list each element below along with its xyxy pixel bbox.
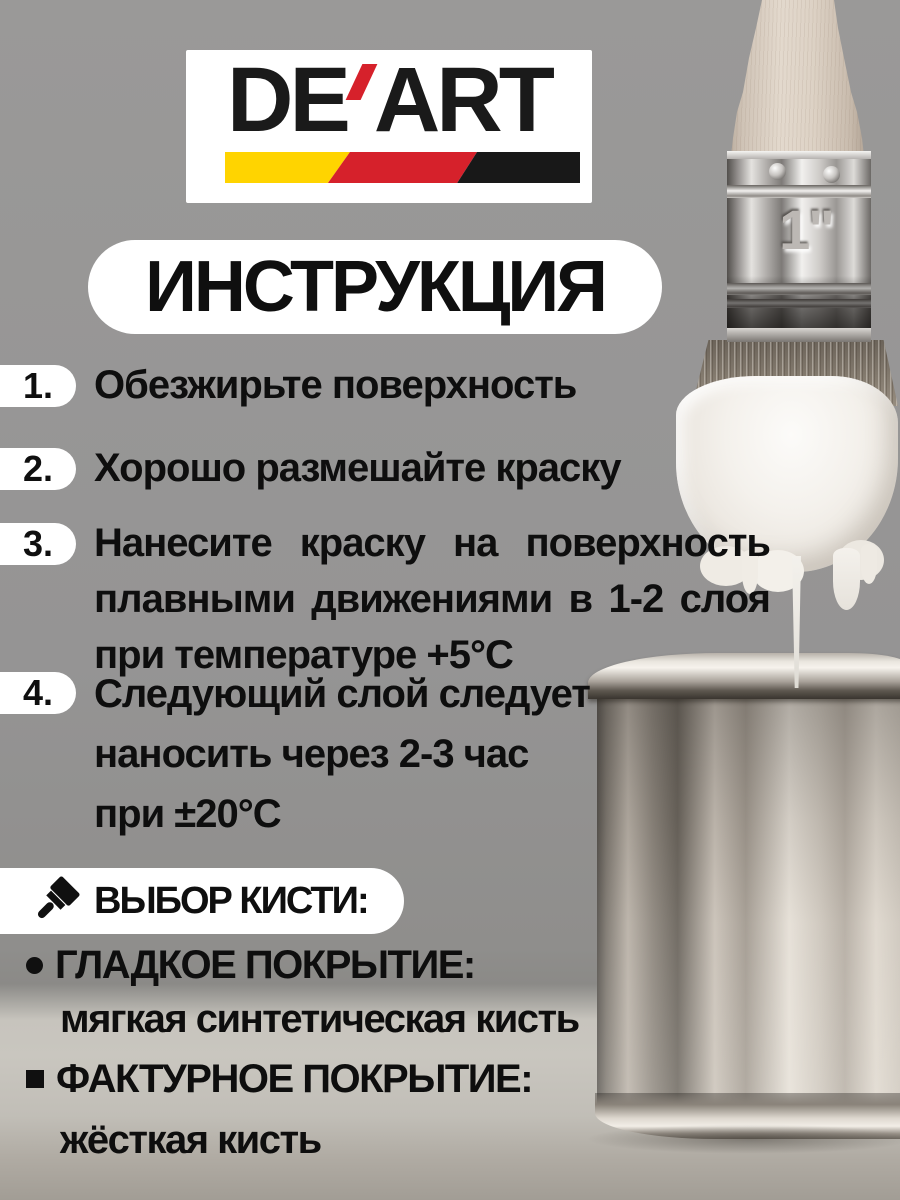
step-line: Нанесите краску на поверхность (94, 521, 770, 565)
logo-stripe (225, 152, 580, 183)
step-line: при ±20°C (94, 792, 281, 836)
step-number: 4. (22, 672, 54, 713)
step-text (94, 515, 770, 683)
paint-drip (861, 544, 877, 584)
step-number-badge (0, 448, 76, 490)
brush-choice-header (0, 868, 404, 934)
paint-drip (833, 548, 860, 610)
step-number: 2. (22, 448, 54, 489)
step-text (94, 664, 590, 844)
brush-option-textured (0, 1050, 532, 1108)
brand-name-part2: ART (373, 49, 551, 151)
brush-option-name: ФАКТУРНОЕ ПОКРЫТИЕ: (56, 1056, 533, 1101)
brush-option-smooth (0, 936, 475, 994)
ferrule-top-edge (727, 151, 871, 159)
step-number-badge (0, 672, 76, 714)
step-number-badge (0, 523, 76, 565)
brush-size-label: 1" (779, 198, 833, 261)
ferrule-bottom-edge (727, 328, 871, 342)
step-number: 1. (22, 365, 54, 406)
bullet-round-icon (26, 957, 43, 974)
ferrule-ridge (727, 283, 871, 295)
brand-name (186, 49, 592, 151)
step-number-badge (0, 365, 76, 407)
step-number: 3. (22, 523, 54, 564)
brand-name-part1: DE (227, 49, 347, 151)
instructions-heading-label: ИНСТРУКЦИЯ (145, 247, 605, 327)
brand-logo (186, 50, 592, 203)
rivet-icon (823, 166, 840, 183)
ferrule-ridge (727, 299, 871, 308)
step-line: наносить через 2-3 час (94, 732, 529, 776)
step-line: плавными движениями в 1-2 слоя (94, 577, 770, 621)
instructions-heading (88, 240, 662, 334)
paintbrush-icon (28, 874, 82, 928)
brush-ferrule (727, 151, 871, 342)
brush-option-detail: мягкая синтетическая кисть (60, 997, 579, 1041)
brush-option-detail: жёсткая кисть (60, 1118, 321, 1162)
can-shadow (585, 1124, 900, 1154)
rivet-icon (769, 163, 786, 180)
step-text: Обезжирьте поверхность (94, 363, 577, 407)
brush-option-name: ГЛАДКОЕ ПОКРЫТИЕ: (55, 942, 475, 987)
step-line: при температуре +5°C (94, 633, 513, 677)
logo-apostrophe (345, 64, 377, 100)
bullet-square-icon (26, 1070, 44, 1088)
step-line: Следующий слой следует (94, 672, 590, 716)
brush-choice-title: ВЫБОР КИСТИ: (94, 879, 368, 922)
step-text: Хорошо размешайте краску (94, 446, 621, 490)
can-body (597, 697, 900, 1109)
